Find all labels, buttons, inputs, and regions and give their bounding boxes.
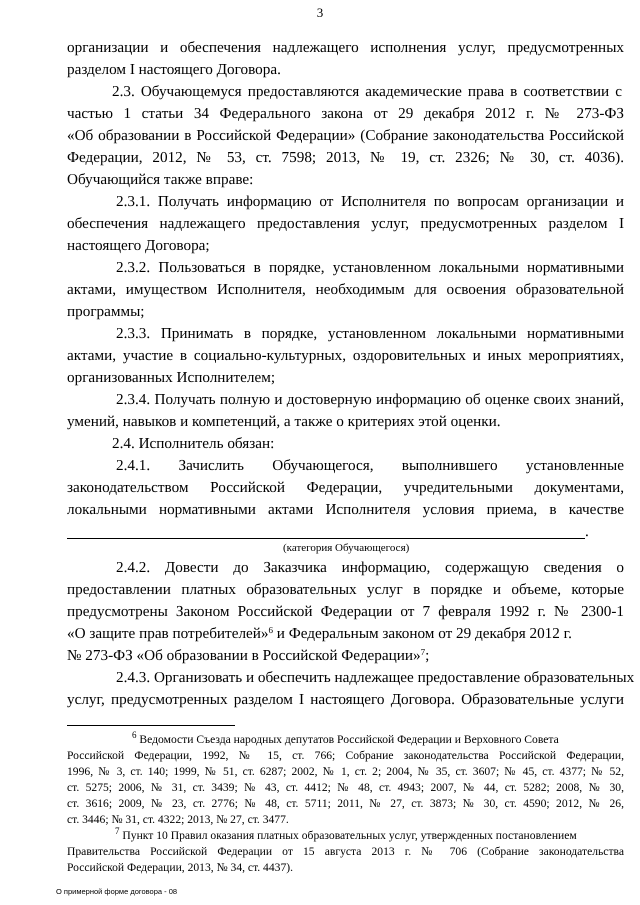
footnote-6: $^6$ Ведомости Съезда народных депутатов Российской Федерации и Верховного Совета [132, 730, 559, 746]
footnote-mark-6: 6 [132, 730, 137, 740]
text-line: 2.4.2. Довести до Заказчика информацию, содержащую сведения о [116, 559, 624, 576]
text-line: 2.4.1. Зачислить Обучающегося, выполнившего установленные [116, 457, 624, 474]
text-line: организации и обеспечения надлежащего исполнения услуг, предусмотренных [67, 39, 624, 56]
text-line: Обучающийся также вправе: [67, 171, 254, 188]
text-line: локальными нормативными актами Исполнителя условия приема, в качестве [67, 501, 624, 518]
footnote-separator [67, 725, 235, 726]
text-line: актами, имуществом Исполнителя, необходимым для освоения образовательной [67, 281, 624, 298]
text-line: 2.4.3. Организовать и обеспечить надлежащее предоставление образовательных [116, 669, 635, 686]
footnote-line: ст. 5275; 2006, № 31, ст. 3439; № 43, ст. 4412; № 48, ст. 4943; 2007, № 44, ст. 5282; 2008, № 30, [67, 781, 624, 794]
text-line: разделом I настоящего Договора. [67, 61, 281, 78]
text-line: 2.3.1. Получать информацию от Исполнителя по вопросам организации и [116, 193, 624, 210]
blank-period: . [585, 523, 589, 540]
footnote-ref-7: 7 [420, 647, 426, 657]
text-line: 2.4. Исполнитель обязан: [112, 435, 275, 452]
footnote-line: Российской Федерации, 1992, № 15, ст. 766; Собрание законодательства Российской Федерации, [67, 749, 624, 762]
text-line: 2.3.2. Пользоваться в порядке, установленном локальными нормативными [116, 259, 624, 276]
footnote-line: Российской Федерации, 2013, № 34, ст. 4437). [67, 861, 294, 874]
text-line: частью 1 статьи 34 Федерального закона от 29 декабря 2012 г. № 273-ФЗ [67, 105, 624, 122]
text-line: Федерации, 2012, № 53, ст. 7598; 2013, № 19, ст. 2326; № 30, ст. 4036). [67, 149, 624, 166]
text-line: организованных Исполнителем; [67, 369, 276, 386]
text-line: № 273-ФЗ «Об образовании в Российской Федерации»$^7$; [67, 647, 430, 664]
text-line: обеспечения надлежащего предоставления услуг, предусмотренных разделом I [67, 215, 624, 232]
footnote-line: ст. 3616; 2009, № 23, ст. 2776; № 48, ст. 5711; 2011, № 27, ст. 3873; № 30, ст. 4590; 2012, № 26, [67, 797, 624, 810]
text-line: предусмотрены Законом Российской Федерации от 7 февраля 1992 г. № 2300-1 [67, 603, 624, 620]
text-line: умений, навыков и компетенций, а также о критериях этой оценки. [67, 413, 501, 430]
text-line: 2.3.3. Принимать в порядке, установленном локальными нормативными [116, 325, 624, 342]
category-blank-line [67, 538, 585, 539]
blank-caption: (категория Обучающегося) [283, 542, 410, 554]
text-line: предоставлении платных образовательных услуг в порядке и объеме, которые [67, 581, 624, 598]
text-line: «Об образовании в Российской Федерации» (Собрание законодательства Российской [67, 127, 624, 144]
text-line: законодательством Российской Федерации, учредительными документами, [67, 479, 624, 496]
footnote-mark-7: 7 [115, 826, 120, 836]
footnote-ref-6: 6 [268, 625, 273, 635]
text-line: актами, участие в социально-культурных, оздоровительных и иных мероприятиях, [67, 347, 624, 364]
text-line: 2.3. Обучающемуся предоставляются академические права в соответствии с [112, 83, 622, 100]
page-footer: О примерной форме договора - 08 [56, 887, 178, 896]
text-line: программы; [67, 303, 145, 320]
page-number: 3 [316, 5, 324, 20]
text-line: услуг, предусмотренных разделом I настоящего Договора. Образовательные услуги [67, 691, 624, 708]
footnote-7: $^7$ Пункт 10 Правил оказания платных образовательных услуг, утвержденных постановлением [115, 826, 577, 842]
text-line: 2.3.4. Получать полную и достоверную информацию об оценке своих знаний, [116, 391, 624, 408]
text-line: «О защите прав потребителей»$^6$ и Федеральным законом от 29 декабря 2012 г. [67, 625, 572, 642]
footnote-line: Правительства Российской Федерации от 15 августа 2013 г. № 706 (Собрание законодательства [67, 845, 624, 858]
text-line: настоящего Договора; [67, 237, 210, 254]
footnote-line: 1996, № 3, ст. 140; 1999, № 51, ст. 6287; 2002, № 1, ст. 2; 2004, № 35, ст. 3607; № 45, ст. 4377; № 52, [67, 765, 624, 778]
footnote-line: ст. 3446; № 31, ст. 4322; 2013, № 27, ст. 3477. [67, 813, 289, 826]
